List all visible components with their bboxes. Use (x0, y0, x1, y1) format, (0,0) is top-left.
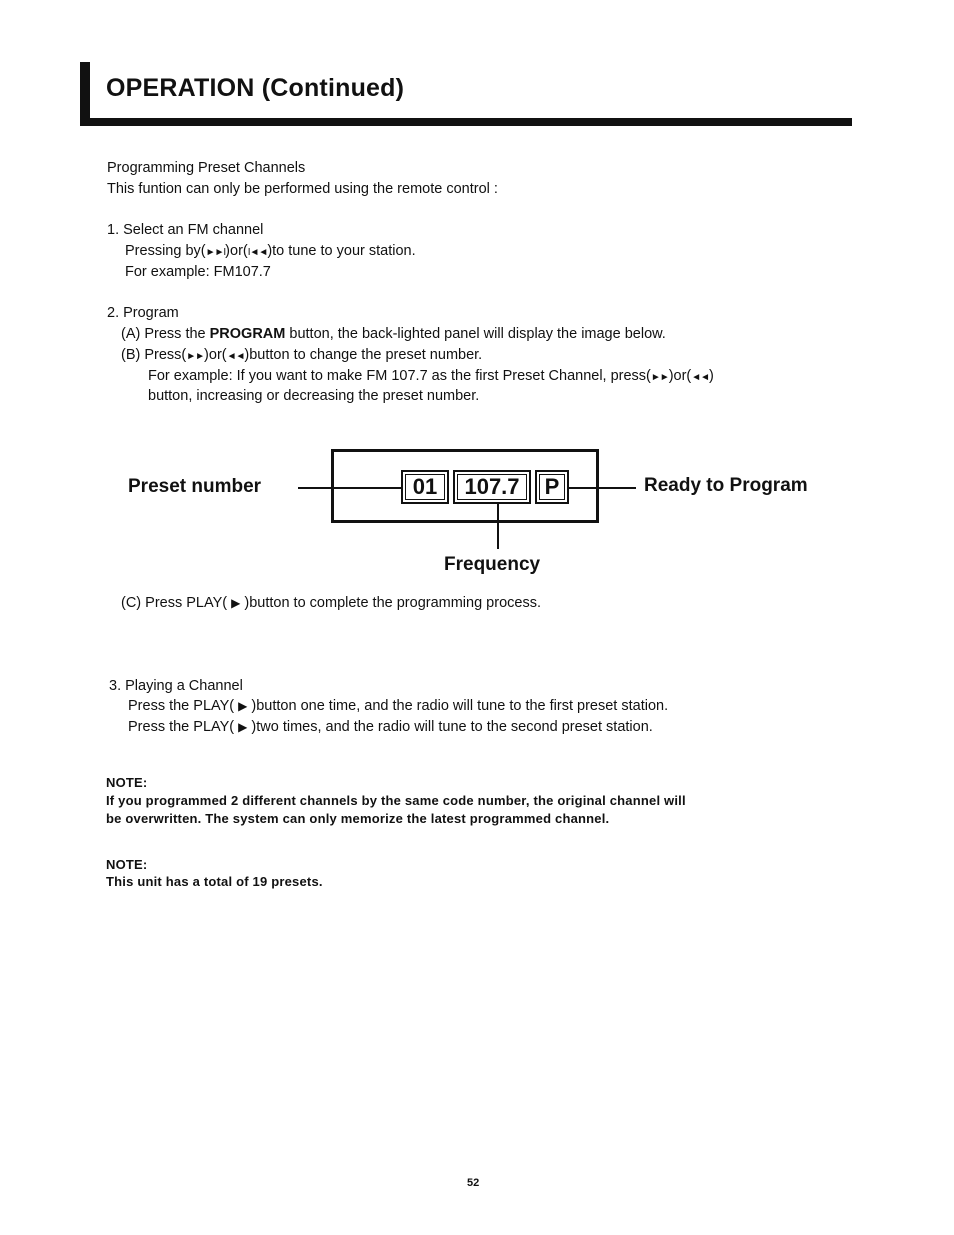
step2-title: 2. Program (107, 305, 179, 321)
frequency-display-segment (453, 470, 531, 504)
rewind-icon: ◄◄ (226, 351, 245, 362)
note-heading: NOTE: (106, 775, 148, 790)
mode-display-segment (535, 470, 569, 504)
step2-a: (A) Press the PROGRAM button, the back-lighted panel will display the image below. (121, 326, 666, 342)
play-icon: ▶ (231, 596, 241, 610)
frequency-label: Frequency (444, 554, 541, 575)
step2-example-cont: button, increasing or decreasing the preset number. (148, 388, 480, 404)
note-text: If you programmed 2 different channels by the same code number, the original channel will (106, 793, 686, 808)
step1-example: For example: FM107.7 (125, 264, 271, 280)
note-text: be overwritten. The system can only memorize the latest programmed channel. (106, 811, 610, 826)
step2-c: (C) Press PLAY( ▶ )button to complete the programming process. (121, 595, 541, 611)
prev-track-icon: I◄◄ (247, 247, 268, 258)
page-title: OPERATION (Continued) (106, 74, 405, 102)
preset-number-label: Preset number (128, 476, 262, 497)
play-icon: ▶ (238, 720, 248, 734)
section-heading: Programming Preset Channels (107, 160, 306, 176)
frequency-leader-line (497, 504, 499, 549)
fast-forward-icon: ►► (186, 351, 205, 362)
fast-forward-icon: ►► (650, 372, 669, 383)
frequency-value: 107.7 (464, 474, 520, 499)
note-text: This unit has a total of 19 presets. (106, 874, 323, 889)
note-heading: NOTE: (106, 857, 148, 872)
step2-example: For example: If you want to make FM 107.7 as the first Preset Channel, press(►►)or(◄◄) (148, 368, 714, 384)
header-rule (80, 118, 852, 126)
preset-value: 01 (412, 474, 438, 499)
ready-to-program-label: Ready to Program (644, 475, 808, 496)
preset-display-segment (401, 470, 449, 504)
step1-title: 1. Select an FM channel (107, 222, 264, 238)
step3-title: 3. Playing a Channel (109, 678, 243, 694)
intro-text: This funtion can only be performed using the remote control : (107, 181, 498, 197)
header-accent-bar (80, 62, 90, 126)
step3-line1: Press the PLAY( ▶ )button one time, and the radio will tune to the first preset station. (128, 698, 669, 714)
next-track-icon: ►►I (205, 247, 226, 258)
step3-line2: Press the PLAY( ▶ )two times, and the radio will tune to the second preset station. (128, 719, 653, 735)
mode-value: P (544, 474, 560, 499)
rewind-icon: ◄◄ (691, 372, 710, 383)
play-icon: ▶ (238, 699, 248, 713)
step1-line1: Pressing by(►►I)or(I◄◄)to tune to your station. (125, 243, 416, 259)
page-number: 52 (467, 1177, 480, 1189)
ready-leader-line (569, 487, 636, 489)
step2-b: (B) Press(►►)or(◄◄)button to change the preset number. (121, 347, 483, 363)
